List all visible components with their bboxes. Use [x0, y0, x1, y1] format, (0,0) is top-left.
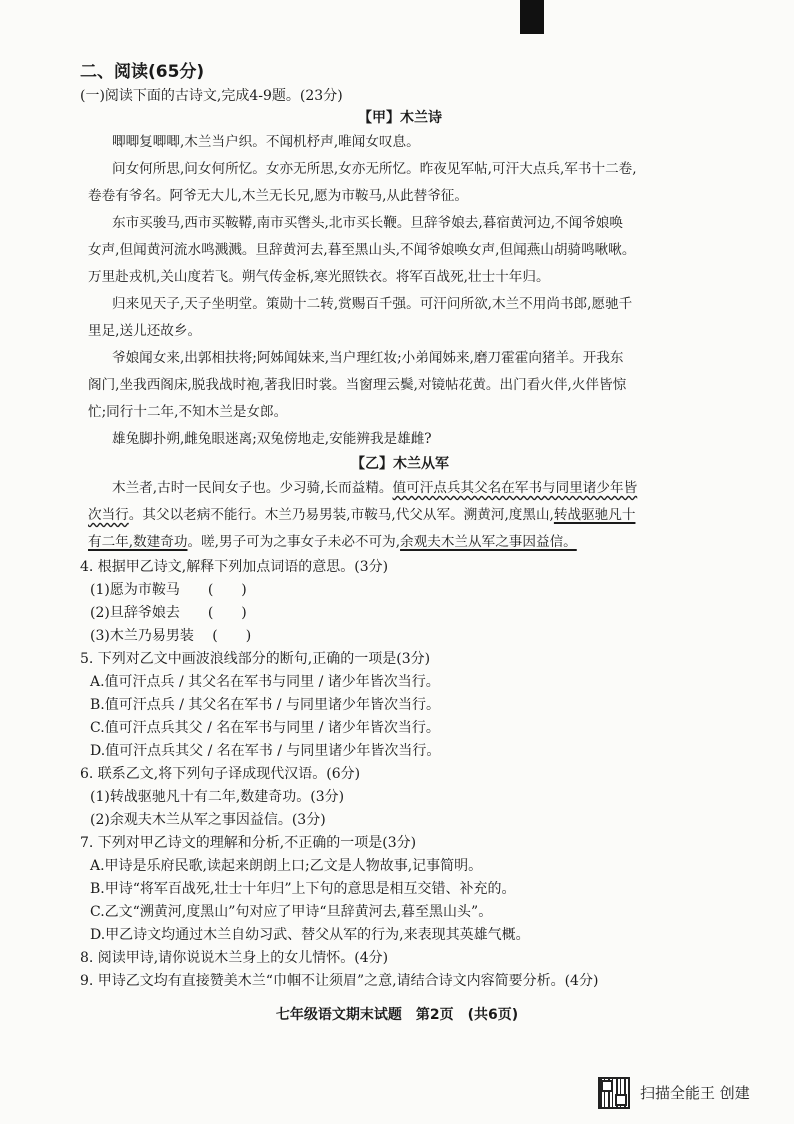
- text-yi: [80, 475, 720, 556]
- underlined-segment: 转战驱驰凡十: [553, 507, 636, 523]
- poem-jia-line: 问女何所思,问女何所忆。女亦无所思,女亦无所忆。昨夜见军帖,可汗大点兵,军书十二卷,: [112, 161, 637, 177]
- poem-jia: [80, 129, 720, 453]
- wavy-underlined-segment: 值可汗点兵其父名在军书与同里诸少年皆: [392, 480, 638, 496]
- poem-jia-line: 里足,送儿还故乡。: [88, 323, 202, 339]
- poem-jia-paragraph: [88, 291, 720, 345]
- poem-jia-line: 忙;同行十二年,不知木兰是女郎。: [88, 404, 288, 420]
- poem-jia-line: 归来见天子,天子坐明堂。策勋十二转,赏赐百千强。可汗问所欲,木兰不用尚书郎,愿驰千: [112, 296, 633, 312]
- q4-item: (2)旦辞爷娘去 ( ): [90, 605, 247, 621]
- poem-jia-paragraph: [88, 156, 720, 210]
- text-yi-segment: 木兰者,古时一民间女子也。少习骑,长而益精。: [112, 480, 393, 496]
- q5-option-c: C.值可汗点兵其父 / 名在军书与同里 / 诸少年皆次当行。: [90, 720, 440, 736]
- q4-item: (3)木兰乃易男装 ( ): [90, 628, 252, 644]
- q6-item: (2)余观夫木兰从军之事因益信。(3分): [90, 812, 326, 828]
- poem-jia-line: 女声,但闻黄河流水鸣溅溅。旦辞黄河去,暮至黑山头,不闻爷娘唤女声,但闻燕山胡骑鸣啾啾。: [88, 242, 636, 258]
- q7-option-a: A.甲诗是乐府民歌,读起来朗朗上口;乙文是人物故事,记事简明。: [90, 858, 483, 874]
- poem-jia-paragraph: [88, 210, 720, 291]
- text-yi-line: [88, 502, 720, 529]
- poem-jia-line: 万里赴戎机,关山度若飞。朔气传金柝,寒光照铁衣。将军百战死,壮士十年归。: [88, 269, 550, 285]
- q5-option-d: D.值可汗点兵其父 / 名在军书 / 与同里诸少年皆次当行。: [90, 743, 441, 759]
- section-instruction: (一)阅读下面的古诗文,完成4-9题。(23分): [80, 88, 343, 104]
- underlined-segment: 余观夫木兰从军之事因益信。: [400, 534, 577, 550]
- page-footer: 七年级语文期末试题 第2页 (共6页): [275, 1007, 519, 1023]
- poem-jia-paragraph: [88, 426, 720, 453]
- q6-item: (1)转战驱驰凡十有二年,数建奇功。(3分): [90, 789, 345, 805]
- q7-option-b: B.甲诗“将军百战死,壮士十年归”上下句的意思是相互交错、补充的。: [90, 881, 516, 897]
- question-5: 5. 下列对乙文中画波浪线部分的断句,正确的一项是(3分): [80, 651, 431, 667]
- qr-code-icon: [598, 1077, 630, 1109]
- q7-option-d: D.甲乙诗文均通过木兰自幼习武、替父从军的行为,来表现其英雄气概。: [90, 927, 530, 943]
- question-7: 7. 下列对甲乙诗文的理解和分析,不正确的一项是(3分): [80, 835, 417, 851]
- q7-option-c: C.乙文“溯黄河,度黑山”句对应了甲诗“旦辞黄河去,暮至黑山头”。: [90, 904, 493, 920]
- text-yi-title: 【乙】木兰从军: [351, 456, 449, 472]
- scanner-watermark: 扫描全能王 创建: [640, 1084, 750, 1102]
- underlined-segment: 有二年,数建奇功: [88, 534, 188, 550]
- poem-jia-line: 东市买骏马,西市买鞍鞯,南市买辔头,北市买长鞭。旦辞爷娘去,暮宿黄河边,不闻爷娘唤: [112, 215, 623, 231]
- poem-jia-line: 爷娘闻女来,出郭相扶将;阿姊闻妹来,当户理红妆;小弟闻姊来,磨刀霍霍向猪羊。开我东: [112, 350, 624, 366]
- question-8: 8. 阅读甲诗,请你说说木兰身上的女儿情怀。(4分): [80, 950, 389, 966]
- text-yi-line: [88, 529, 720, 556]
- poem-jia-paragraph: [88, 129, 720, 156]
- poem-jia-line: 阁门,坐我西阁床,脱我战时袍,著我旧时裳。当窗理云鬓,对镜帖花黄。出门看火伴,火伴皆惊: [88, 377, 627, 393]
- text-yi-segment: 。嗟,男子可为之事女子未必不可为,: [187, 534, 401, 550]
- poem-jia-line: 卷卷有爷名。阿爷无大儿,木兰无长兄,愿为市鞍马,从此替爷征。: [88, 188, 468, 204]
- q5-option-a: A.值可汗点兵 / 其父名在军书与同里 / 诸少年皆次当行。: [90, 674, 440, 690]
- question-6: 6. 联系乙文,将下列句子译成现代汉语。(6分): [80, 766, 361, 782]
- scan-edge-mark: [520, 0, 544, 34]
- poem-jia-line: 雄兔脚扑朔,雌兔眼迷离;双兔傍地走,安能辨我是雄雌?: [112, 431, 432, 447]
- q4-item: (1)愿为市鞍马 ( ): [90, 582, 247, 598]
- section-title: 二、阅读(65分): [80, 62, 205, 82]
- text-yi-segment: 。其父以老病不能行。木兰乃易男装,市鞍马,代父从军。溯黄河,度黑山,: [128, 507, 554, 523]
- text-yi-line: [88, 475, 720, 502]
- q5-option-b: B.值可汗点兵 / 其父名在军书 / 与同里诸少年皆次当行。: [90, 697, 440, 713]
- question-9: 9. 甲诗乙文均有直接赞美木兰“巾帼不让须眉”之意,请结合诗文内容简要分析。(4分): [80, 973, 599, 989]
- poem-jia-line: 唧唧复唧唧,木兰当户织。不闻机杼声,唯闻女叹息。: [112, 134, 420, 150]
- poem-jia-paragraph: [88, 345, 720, 426]
- poem-jia-title: 【甲】木兰诗: [358, 110, 442, 126]
- exam-page: [80, 58, 720, 993]
- question-4: 4. 根据甲乙诗文,解释下列加点词语的意思。(3分): [80, 559, 389, 575]
- wavy-underlined-segment: 次当行: [88, 507, 129, 523]
